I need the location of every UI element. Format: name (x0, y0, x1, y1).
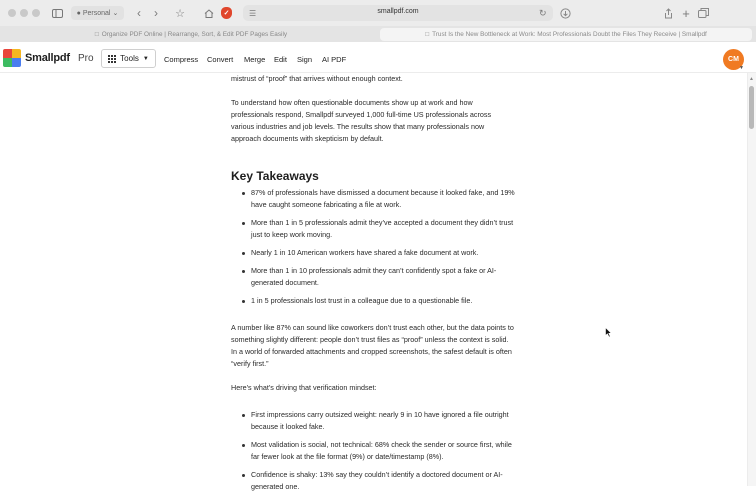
tab-overview-icon[interactable] (696, 5, 710, 21)
drivers-intro-paragraph: Here’s what’s driving that verification mindset: (231, 383, 377, 392)
page-scrollbar[interactable] (747, 73, 756, 486)
profile-label: Personal (82, 9, 111, 17)
list-item: More than 1 in 10 professionals admit they can’t confidently spot a fake or AI-generated document. (251, 265, 516, 289)
tab-title: Trust Is the New Bottleneck at Work: Most Professionals Doubt the Files They Receive | Smallpdf (432, 31, 707, 38)
share-icon[interactable] (661, 5, 675, 21)
nav-ai-pdf[interactable]: AI PDF (322, 55, 347, 64)
document-icon: □ (94, 31, 99, 38)
brand-name[interactable]: Smallpdf (25, 52, 70, 64)
new-tab-icon[interactable]: + (682, 5, 690, 21)
key-takeaways-heading: Key Takeaways (231, 169, 319, 183)
nav-sign[interactable]: Sign (297, 55, 313, 64)
user-avatar[interactable]: CM (723, 49, 744, 70)
address-bar[interactable] (243, 5, 553, 21)
scrollbar-thumb[interactable] (749, 86, 754, 129)
star-icon[interactable]: ☆ (175, 7, 185, 20)
list-item: 87% of professionals have dismissed a document because it looked fake, and 19% have caught someone fabricating a file at work. (251, 187, 516, 211)
list-item: Most validation is social, not technical: 68% check the sender or source first, while far fewer look at the file format (9%) or date/timestamp (8%). (251, 439, 516, 463)
shield-extension-icon[interactable]: ✓ (221, 7, 232, 19)
forward-arrow-icon[interactable]: › (154, 6, 158, 20)
document-icon: □ (425, 31, 430, 38)
back-arrow-icon[interactable]: ‹ (137, 6, 141, 20)
avatar-caret-icon[interactable]: ▼ (739, 65, 744, 71)
tab-bar (0, 26, 756, 42)
browser-toolbar (0, 0, 756, 26)
list-item: More than 1 in 5 professionals admit they’ve accepted a document they didn’t trust just to keep work moving. (251, 217, 516, 241)
tools-dropdown-button[interactable] (101, 49, 156, 68)
list-item: First impressions carry outsized weight: nearly 9 in 10 have ignored a file outright because it looked fake. (251, 409, 516, 433)
home-icon[interactable] (202, 5, 215, 21)
tools-label: Tools (120, 54, 139, 63)
reload-icon[interactable]: ↻ (539, 7, 547, 18)
site-header (0, 42, 756, 73)
tab-title: Organize PDF Online | Rearrange, Sort, & Edit PDF Pages Easily (101, 31, 288, 38)
nav-merge[interactable]: Merge (244, 55, 266, 64)
scroll-up-arrow-icon[interactable]: ▲ (749, 76, 754, 82)
page-settings-icon[interactable]: ☰ (249, 8, 257, 18)
minimize-window-button[interactable] (20, 9, 28, 17)
tab-organize-pdf[interactable] (4, 28, 378, 41)
intro-paragraph: To understand how often questionable documents show up at work and how professionals respond, Smallpdf surveyed 1,000 full-time US professionals across various industries and job levels. The results show that many professionals now approach documents with skepticism by default. (231, 98, 492, 143)
person-icon: ● (76, 9, 81, 17)
smallpdf-logo-icon[interactable] (3, 49, 21, 67)
profile-switcher[interactable] (71, 6, 124, 20)
url-text: smallpdf.com (377, 8, 419, 15)
grid-icon (108, 55, 116, 63)
download-icon[interactable] (558, 5, 572, 21)
trust-context-paragraph: A number like 87% can sound like coworkers don’t trust each other, but the data points to something slightly different: people don’t trust files as “proof” unless the context is solid. In a world of forwarded attachments and cropped screenshots, the safest default is often “verify first.” (231, 323, 514, 368)
intro-tail-paragraph: mistrust of “proof” that arrives without enough context. (231, 74, 403, 83)
article-viewport (0, 73, 747, 491)
list-item: 1 in 5 professionals lost trust in a colleague due to a questionable file. (251, 295, 516, 307)
zoom-window-button[interactable] (32, 9, 40, 17)
mouse-pointer-icon (605, 327, 612, 338)
sidebar-toggle-icon[interactable] (50, 5, 64, 21)
nav-convert[interactable]: Convert (207, 55, 234, 64)
close-window-button[interactable] (8, 9, 16, 17)
nav-compress[interactable]: Compress (164, 55, 199, 64)
chevron-down-icon: ⌄ (112, 10, 119, 17)
caret-down-icon: ▼ (142, 55, 149, 62)
brand-tier: Pro (78, 52, 94, 64)
list-item: Nearly 1 in 10 American workers have shared a fake document at work. (251, 247, 516, 259)
list-item: Confidence is shaky: 13% say they couldn’t identify a doctored document or AI-generated one. (251, 469, 516, 493)
nav-edit[interactable]: Edit (274, 55, 287, 64)
tab-trust-article[interactable] (380, 28, 752, 41)
